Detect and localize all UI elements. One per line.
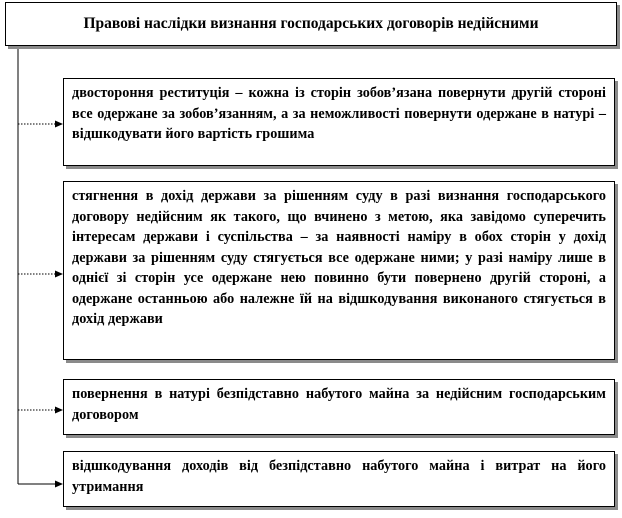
diagram-title: Правові наслідки визнання господарських договорів недійсними bbox=[5, 2, 617, 46]
consequence-item-restitution: двостороння реституція – кожна із сторін зобов’язана повернути другій стороні все одержане за зобов’язанням, а за неможливості повернути одержане в натурі – відшкодувати його вартість грошима bbox=[63, 78, 615, 166]
arrow-head-3 bbox=[55, 407, 63, 414]
consequence-item-state-recovery: стягнення в дохід держави за рішенням суду в разі визнання господарського договору недійсним як такого, що вчинено з метою, яка завідомо суперечить інтересам держави і суспільства – за наявності наміру в обох сторін у дохід держави за рішенням суду стягується все одержане ними; у разі наміру лише в однієї зі сторін усе одержане нею повинно бути повернено другій стороні, а одержане останньою або належне їй на відшкодування виконаного стягується в дохід держави bbox=[63, 181, 615, 360]
consequence-item-return-property: повернення в натурі безпідставно набутого майна за недійсним господарським договором bbox=[63, 379, 615, 435]
arrow-head-4 bbox=[55, 481, 63, 488]
consequence-item-compensation: відшкодування доходів від безпідставно набутого майна і витрат на його утримання bbox=[63, 451, 615, 507]
arrow-head-1 bbox=[55, 121, 63, 128]
arrow-head-2 bbox=[55, 271, 63, 278]
